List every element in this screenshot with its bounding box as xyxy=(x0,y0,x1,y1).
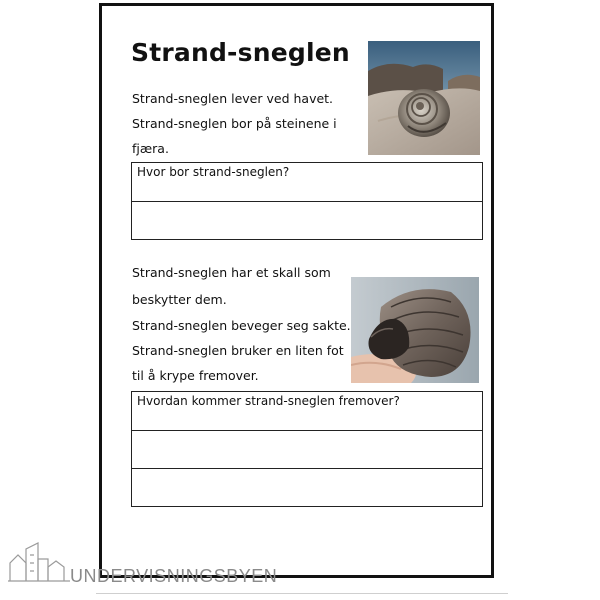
snail-shell-photo xyxy=(368,41,480,155)
answer-line[interactable] xyxy=(132,431,482,469)
text-line: Strand-sneglen lever ved havet. xyxy=(132,91,334,106)
text-line: Strand-sneglen har et skall som xyxy=(132,265,331,280)
text-line: beskytter dem. xyxy=(132,292,227,307)
city-skyline-logo-icon xyxy=(8,541,70,591)
question-box xyxy=(131,162,483,240)
snail-on-finger-photo xyxy=(351,277,479,383)
question-text: Hvordan kommer strand-sneglen fremover? xyxy=(137,394,400,408)
brand-name: UNDERVISNINGSBYEN xyxy=(70,566,278,586)
answer-line[interactable] xyxy=(132,469,482,506)
page-title: Strand-sneglen xyxy=(131,38,350,67)
text-line: Strand-sneglen bor på steinene i xyxy=(132,116,337,131)
question-text: Hvor bor strand-sneglen? xyxy=(137,165,290,179)
text-line: til å krype fremover. xyxy=(132,368,259,383)
answer-line[interactable] xyxy=(132,202,482,239)
text-line: Strand-sneglen bruker en liten fot xyxy=(132,343,344,358)
question-box xyxy=(131,391,483,507)
footer-divider xyxy=(96,593,508,594)
text-line: Strand-sneglen beveger seg sakte. xyxy=(132,318,351,333)
text-line: fjæra. xyxy=(132,141,169,156)
